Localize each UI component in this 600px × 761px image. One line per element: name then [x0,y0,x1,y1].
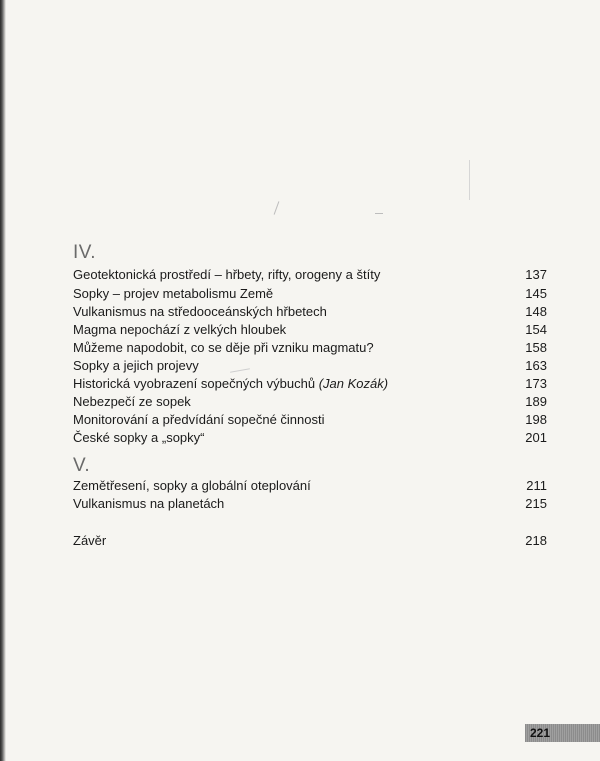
toc-entry-page: 145 [525,286,547,301]
toc-entry[interactable] [73,411,547,429]
toc-entry-title: Sopky – projev metabolismu Země [73,286,274,301]
toc-entry-page: 154 [525,322,547,337]
toc-entry[interactable] [73,495,547,513]
toc-entry-title: Geotektonická prostředí – hřbety, rifty, orogeny a štíty [73,267,381,282]
toc-entry-page: 218 [525,533,547,548]
toc-entry[interactable] [73,477,547,495]
toc-entry[interactable] [73,429,547,447]
toc-entry-title: Můžeme napodobit, co se děje při vzniku magmatu? [73,340,374,355]
toc-entry-page: 173 [525,376,547,391]
toc-entry-page: 137 [525,267,547,282]
toc-entry-title: Vulkanismus na středooceánských hřbetech [73,304,327,319]
toc-entry-title: České sopky a „sopky“ [73,430,205,445]
toc-entry-page: 215 [525,496,547,511]
toc-entry[interactable] [73,339,547,357]
page-binding-edge [0,0,6,761]
toc-entry-page: 198 [525,412,547,427]
toc-entry-page: 189 [525,394,547,409]
toc-entry[interactable] [73,285,547,303]
scan-speck [375,213,383,214]
toc-entry-title: Zemětřesení, sopky a globální oteplování [73,478,311,493]
toc-entry-page: 158 [525,340,547,355]
toc-entry-page: 201 [525,430,547,445]
toc-entry[interactable] [73,357,547,375]
toc-entry-title-text: Historická vyobrazení sopečných výbuchů [73,376,319,391]
toc-entry-title: Sopky a jejich projevy [73,358,199,373]
toc-entry-author: (Jan Kozák) [318,376,389,391]
section-heading-v: V. [73,455,91,476]
toc-entry[interactable] [73,321,547,339]
toc-entry-title: Magma nepochází z velkých hloubek [73,322,287,337]
scan-speck [469,160,470,200]
toc-entry-page: 211 [526,478,547,493]
toc-entry-title: Vulkanismus na planetách [73,496,225,511]
page-number: 221 [530,726,551,740]
toc-entry-title: Monitorování a předvídání sopečné činnosti [73,412,325,427]
toc-entry[interactable] [73,375,547,393]
toc-entry-title [73,375,388,393]
scan-speck [274,201,280,214]
toc-entry-page: 163 [525,358,547,373]
section-heading-iv: IV. [73,242,96,263]
toc-entry-conclusion[interactable] [73,532,547,550]
toc-entry[interactable] [73,393,547,411]
toc-entry[interactable] [73,266,547,284]
toc-entry-title: Závěr [73,533,107,548]
toc-entry[interactable] [73,303,547,321]
toc-entry-page: 148 [525,304,547,319]
toc-entry-title: Nebezpečí ze sopek [73,394,191,409]
